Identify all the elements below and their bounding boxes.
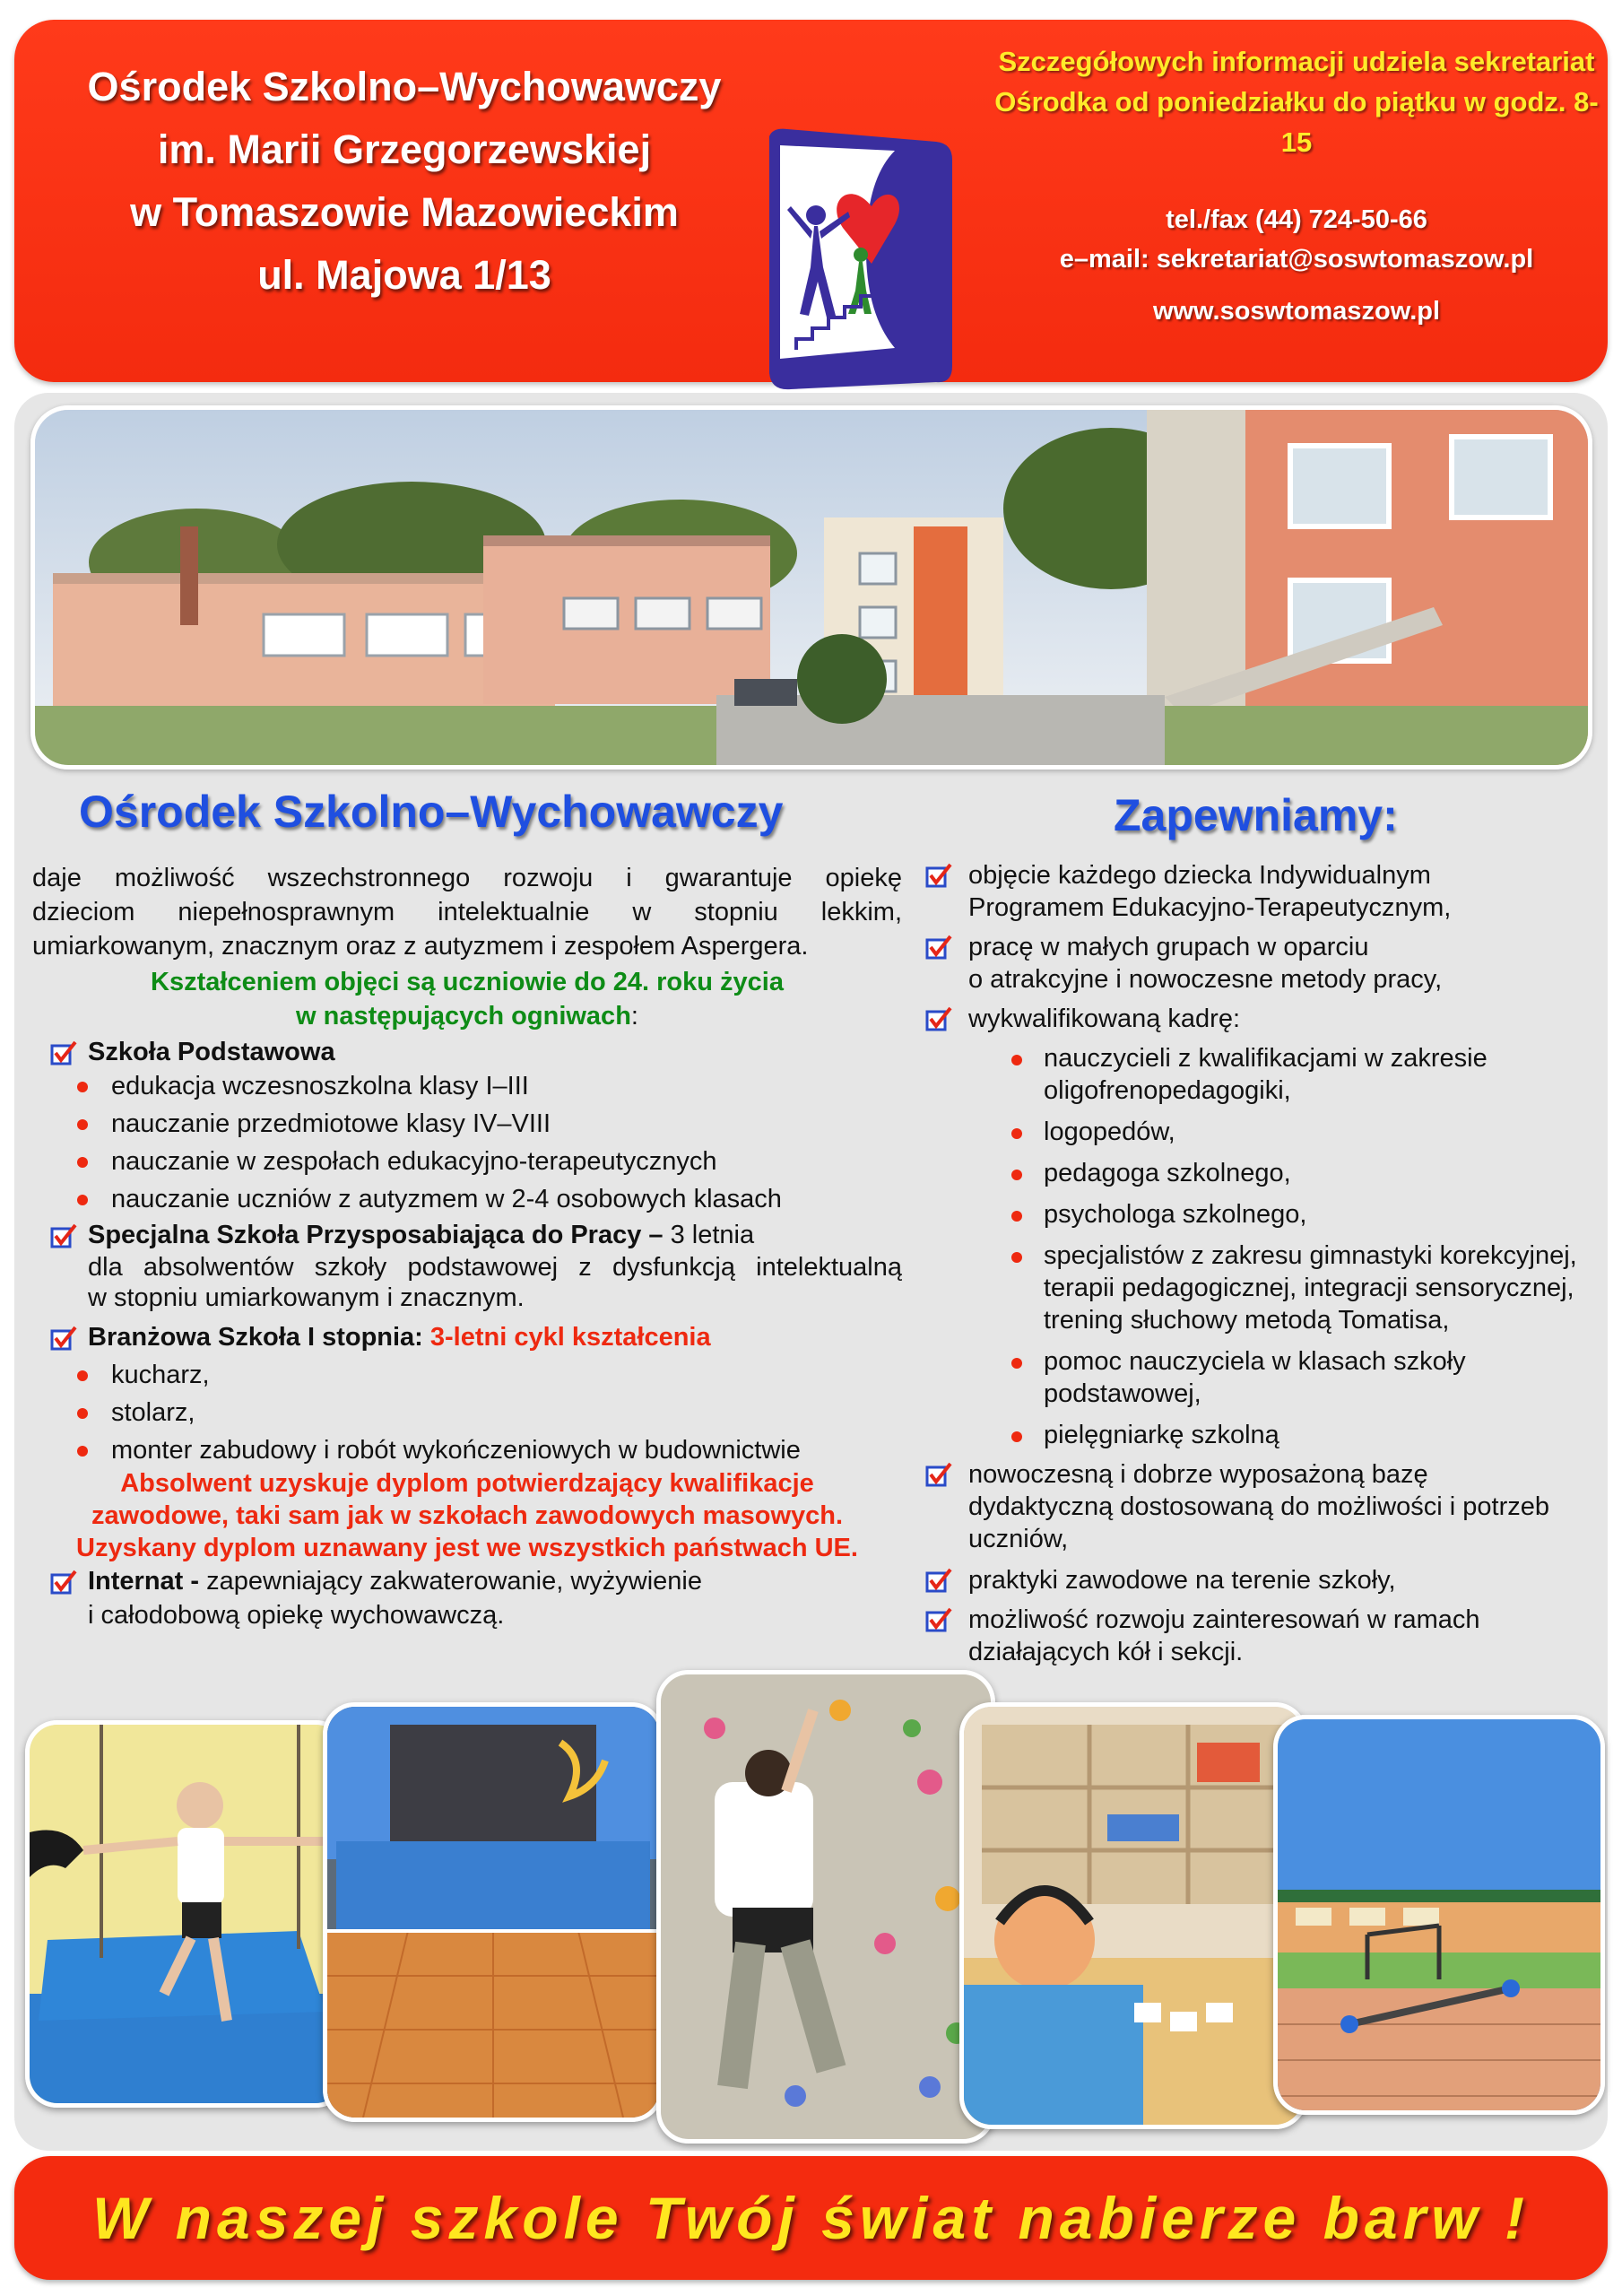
office-hours-line: Ośrodka od poniedziałku do piątku w godz. 8-15	[994, 86, 1599, 158]
dormitory-title: Internat -	[88, 1567, 200, 1596]
bullet-dot-icon	[1011, 1252, 1022, 1263]
offer-item	[925, 1604, 1616, 1668]
staff-item	[925, 1116, 1616, 1148]
dormitory-item	[32, 1564, 902, 1632]
trade-school-title: Branżowa Szkoła I stopnia:	[88, 1323, 423, 1352]
phone-fax: tel./fax (44) 724-50-66	[1166, 205, 1427, 234]
school-name-block	[41, 56, 768, 307]
bullet-dot-icon	[77, 1408, 88, 1419]
special-desc-line: dla absolwentów szkoły podstawowej z dysfunkcją intelektualną	[88, 1253, 902, 1282]
education-scope-text: w następujących ogniwach	[296, 1002, 631, 1031]
gym-exercise-photo	[25, 1720, 348, 2108]
bullet-dot-icon	[1011, 1358, 1022, 1369]
special-school-item	[32, 1218, 902, 1252]
offer-item-text: praktyki zawodowe na terenie szkoły,	[968, 1566, 1396, 1595]
staff-item-text: pedagoga szkolnego,	[1044, 1159, 1291, 1187]
staff-item	[925, 1419, 1616, 1451]
staff-item-text: pielęgniarkę szkolną	[1044, 1421, 1279, 1449]
diploma-line: zawodowe, taki sam jak w szkołach zawodowych masowych.	[91, 1501, 844, 1530]
list-item	[32, 1358, 902, 1392]
list-item-text: monter zabudowy i robót wykończeniowych w budownictwie	[111, 1436, 801, 1465]
special-school-duration: 3 letnia	[663, 1221, 755, 1249]
website-link[interactable]: www.soswtomaszow.pl	[1152, 297, 1441, 326]
bullet-dot-icon	[77, 1082, 88, 1092]
offer-item-text: nowoczesną i dobrze wyposażoną bazę	[968, 1460, 1428, 1489]
list-item	[32, 1396, 902, 1430]
intro-line: umiarkowanym, znacznym oraz z autyzmem i zespołem Aspergera.	[32, 932, 809, 961]
right-section-heading: Zapewniamy:	[1114, 790, 1398, 840]
bullet-dot-icon	[77, 1157, 88, 1168]
staff-item	[925, 1042, 1616, 1107]
offer-item-text: dydaktyczną dostosowaną do możliwości i potrzeb	[968, 1492, 1549, 1521]
diploma-line: Absolwent uzyskuje dyplom potwierdzający kwalifikacje	[120, 1469, 814, 1498]
contact-block	[992, 41, 1601, 326]
climbing-wall-photo	[656, 1670, 995, 2144]
checkbox-check-icon	[925, 863, 952, 890]
dormitory-text-line-2: i całodobową opiekę wychowawczą.	[88, 1601, 505, 1630]
diploma-line: Uzyskany dyplom uznawany jest we wszystkich państwach UE.	[76, 1534, 858, 1562]
playground-photo	[1273, 1715, 1605, 2115]
staff-item-text: trening słuchowy metodą Tomatisa,	[1044, 1306, 1450, 1335]
intro-line: dzieciom niepełnosprawnym intelektualnie w stopniu lekkim,	[32, 898, 902, 926]
offer-item	[925, 1458, 1616, 1555]
staff-item	[925, 1345, 1616, 1410]
list-item-text: nauczanie uczniów z autyzmem w 2-4 osobowych klasach	[111, 1185, 782, 1213]
list-item-text: nauczanie w zespołach edukacyjno-terapeutycznych	[111, 1147, 717, 1176]
offer-list	[925, 859, 1616, 1668]
checkbox-check-icon	[925, 935, 952, 961]
list-item	[32, 1182, 902, 1216]
offer-item-text: pracę w małych grupach w oparciu	[968, 933, 1369, 961]
therapy-room-photo	[959, 1702, 1307, 2129]
offer-item-text: o atrakcyjne i nowoczesne metody pracy,	[968, 965, 1443, 994]
offer-item	[925, 1564, 1616, 1596]
dormitory-text: zapewniający zakwaterowanie, wyżywienie	[199, 1567, 702, 1596]
staff-item-text: logopedów,	[1044, 1118, 1175, 1146]
left-section-heading: Ośrodek Szkolno–Wychowawczy	[79, 787, 784, 837]
email-address[interactable]: e–mail: sekretariat@soswtomaszow.pl	[1059, 245, 1534, 274]
school-description	[32, 861, 902, 1632]
school-patron-line: im. Marii Grzegorzewskiej	[157, 126, 652, 172]
offer-item-text: działających kół i sekcji.	[968, 1638, 1244, 1666]
education-scope-note	[32, 965, 902, 1033]
checkbox-check-icon	[50, 1326, 77, 1352]
bullet-dot-icon	[1011, 1211, 1022, 1222]
list-item	[32, 1144, 902, 1178]
checkbox-check-icon	[925, 1462, 952, 1489]
bullet-dot-icon	[1011, 1431, 1022, 1442]
intro-paragraph	[32, 861, 902, 963]
staff-item-text: podstawowej,	[1044, 1379, 1201, 1408]
trade-school-item	[32, 1320, 902, 1354]
offer-item-text: możliwość rozwoju zainteresowań w ramach	[968, 1605, 1480, 1634]
header-banner	[14, 20, 1608, 382]
school-building-photo	[30, 405, 1592, 770]
staff-item	[925, 1239, 1616, 1336]
list-item	[32, 1107, 902, 1141]
bullet-dot-icon	[1011, 1055, 1022, 1065]
checkbox-check-icon	[925, 1568, 952, 1595]
offer-item	[925, 931, 1616, 996]
staff-item-text: nauczycieli z kwalifikacjami w zakresie	[1044, 1044, 1488, 1073]
offer-item-text: wykwalifikowaną kadrę:	[968, 1004, 1241, 1033]
bullet-dot-icon	[77, 1119, 88, 1130]
trade-school-cycle: 3-letni cykl kształcenia	[422, 1323, 711, 1352]
checkbox-check-icon	[50, 1570, 77, 1596]
office-hours-info	[992, 41, 1601, 162]
school-name-line: Ośrodek Szkolno–Wychowawczy	[87, 64, 722, 109]
list-item	[32, 1433, 902, 1467]
staff-item-text: specjalistów z zakresu gimnastyki korekcyjnej,	[1044, 1241, 1577, 1270]
slogan-text: W naszej szkole Twój świat nabierze barw !	[92, 2185, 1530, 2251]
checkbox-check-icon	[50, 1040, 77, 1067]
diploma-note	[32, 1467, 902, 1564]
contact-details	[992, 200, 1601, 279]
list-item	[32, 1069, 902, 1103]
bullet-dot-icon	[77, 1195, 88, 1205]
offer-item-text: Programem Edukacyjno-Terapeutycznym,	[968, 893, 1452, 922]
education-scope-line: Kształceniem objęci są uczniowie do 24. roku życia	[151, 968, 784, 996]
staff-item-text: terapii pedagogicznej, integracji sensorycznej,	[1044, 1274, 1574, 1302]
school-address-line: ul. Majowa 1/13	[257, 252, 551, 298]
primary-school-title: Szkoła Podstawowa	[88, 1038, 335, 1066]
list-item-text: stolarz,	[111, 1398, 195, 1427]
special-desc-line: w stopniu umiarkowanym i znacznym.	[88, 1283, 525, 1312]
checkbox-check-icon	[50, 1223, 77, 1250]
checkbox-check-icon	[925, 1006, 952, 1033]
bullet-dot-icon	[1011, 1170, 1022, 1180]
special-school-desc	[32, 1252, 902, 1313]
offer-item-text: objęcie każdego dziecka Indywidualnym	[968, 861, 1431, 890]
primary-school-item	[32, 1035, 902, 1069]
bullet-dot-icon	[77, 1446, 88, 1457]
offer-item-text: uczniów,	[968, 1525, 1069, 1553]
special-school-title: Specjalna Szkoła Przysposabiająca do Pracy –	[88, 1221, 664, 1249]
staff-item	[925, 1198, 1616, 1231]
slogan-banner	[14, 2156, 1608, 2280]
staff-item-text: pomoc nauczyciela w klasach szkoły	[1044, 1347, 1466, 1376]
sports-hall-photo	[323, 1702, 664, 2122]
bullet-dot-icon	[77, 1370, 88, 1381]
school-city-line: w Tomaszowie Mazowieckim	[130, 189, 679, 235]
office-info-line: Szczegółowych informacji udziela sekretariat	[998, 46, 1595, 77]
intro-line: daje możliwość wszechstronnego rozwoju i gwarantuje opiekę	[32, 864, 902, 892]
list-item-text: nauczanie przedmiotowe klasy IV–VIII	[111, 1109, 551, 1138]
school-logo-icon	[760, 124, 959, 395]
bullet-dot-icon	[1011, 1128, 1022, 1139]
offer-item	[925, 859, 1616, 924]
education-scope-line-2	[32, 999, 902, 1033]
list-item-text: edukacja wczesnoszkolna klasy I–III	[111, 1072, 529, 1100]
list-item-text: kucharz,	[111, 1361, 210, 1389]
education-scope-colon: :	[630, 1002, 638, 1031]
offer-item	[925, 1003, 1616, 1035]
staff-item-text: psychologa szkolnego,	[1044, 1200, 1307, 1229]
staff-item	[925, 1157, 1616, 1189]
staff-item-text: oligofrenopedagogiki,	[1044, 1076, 1291, 1105]
checkbox-check-icon	[925, 1607, 952, 1634]
